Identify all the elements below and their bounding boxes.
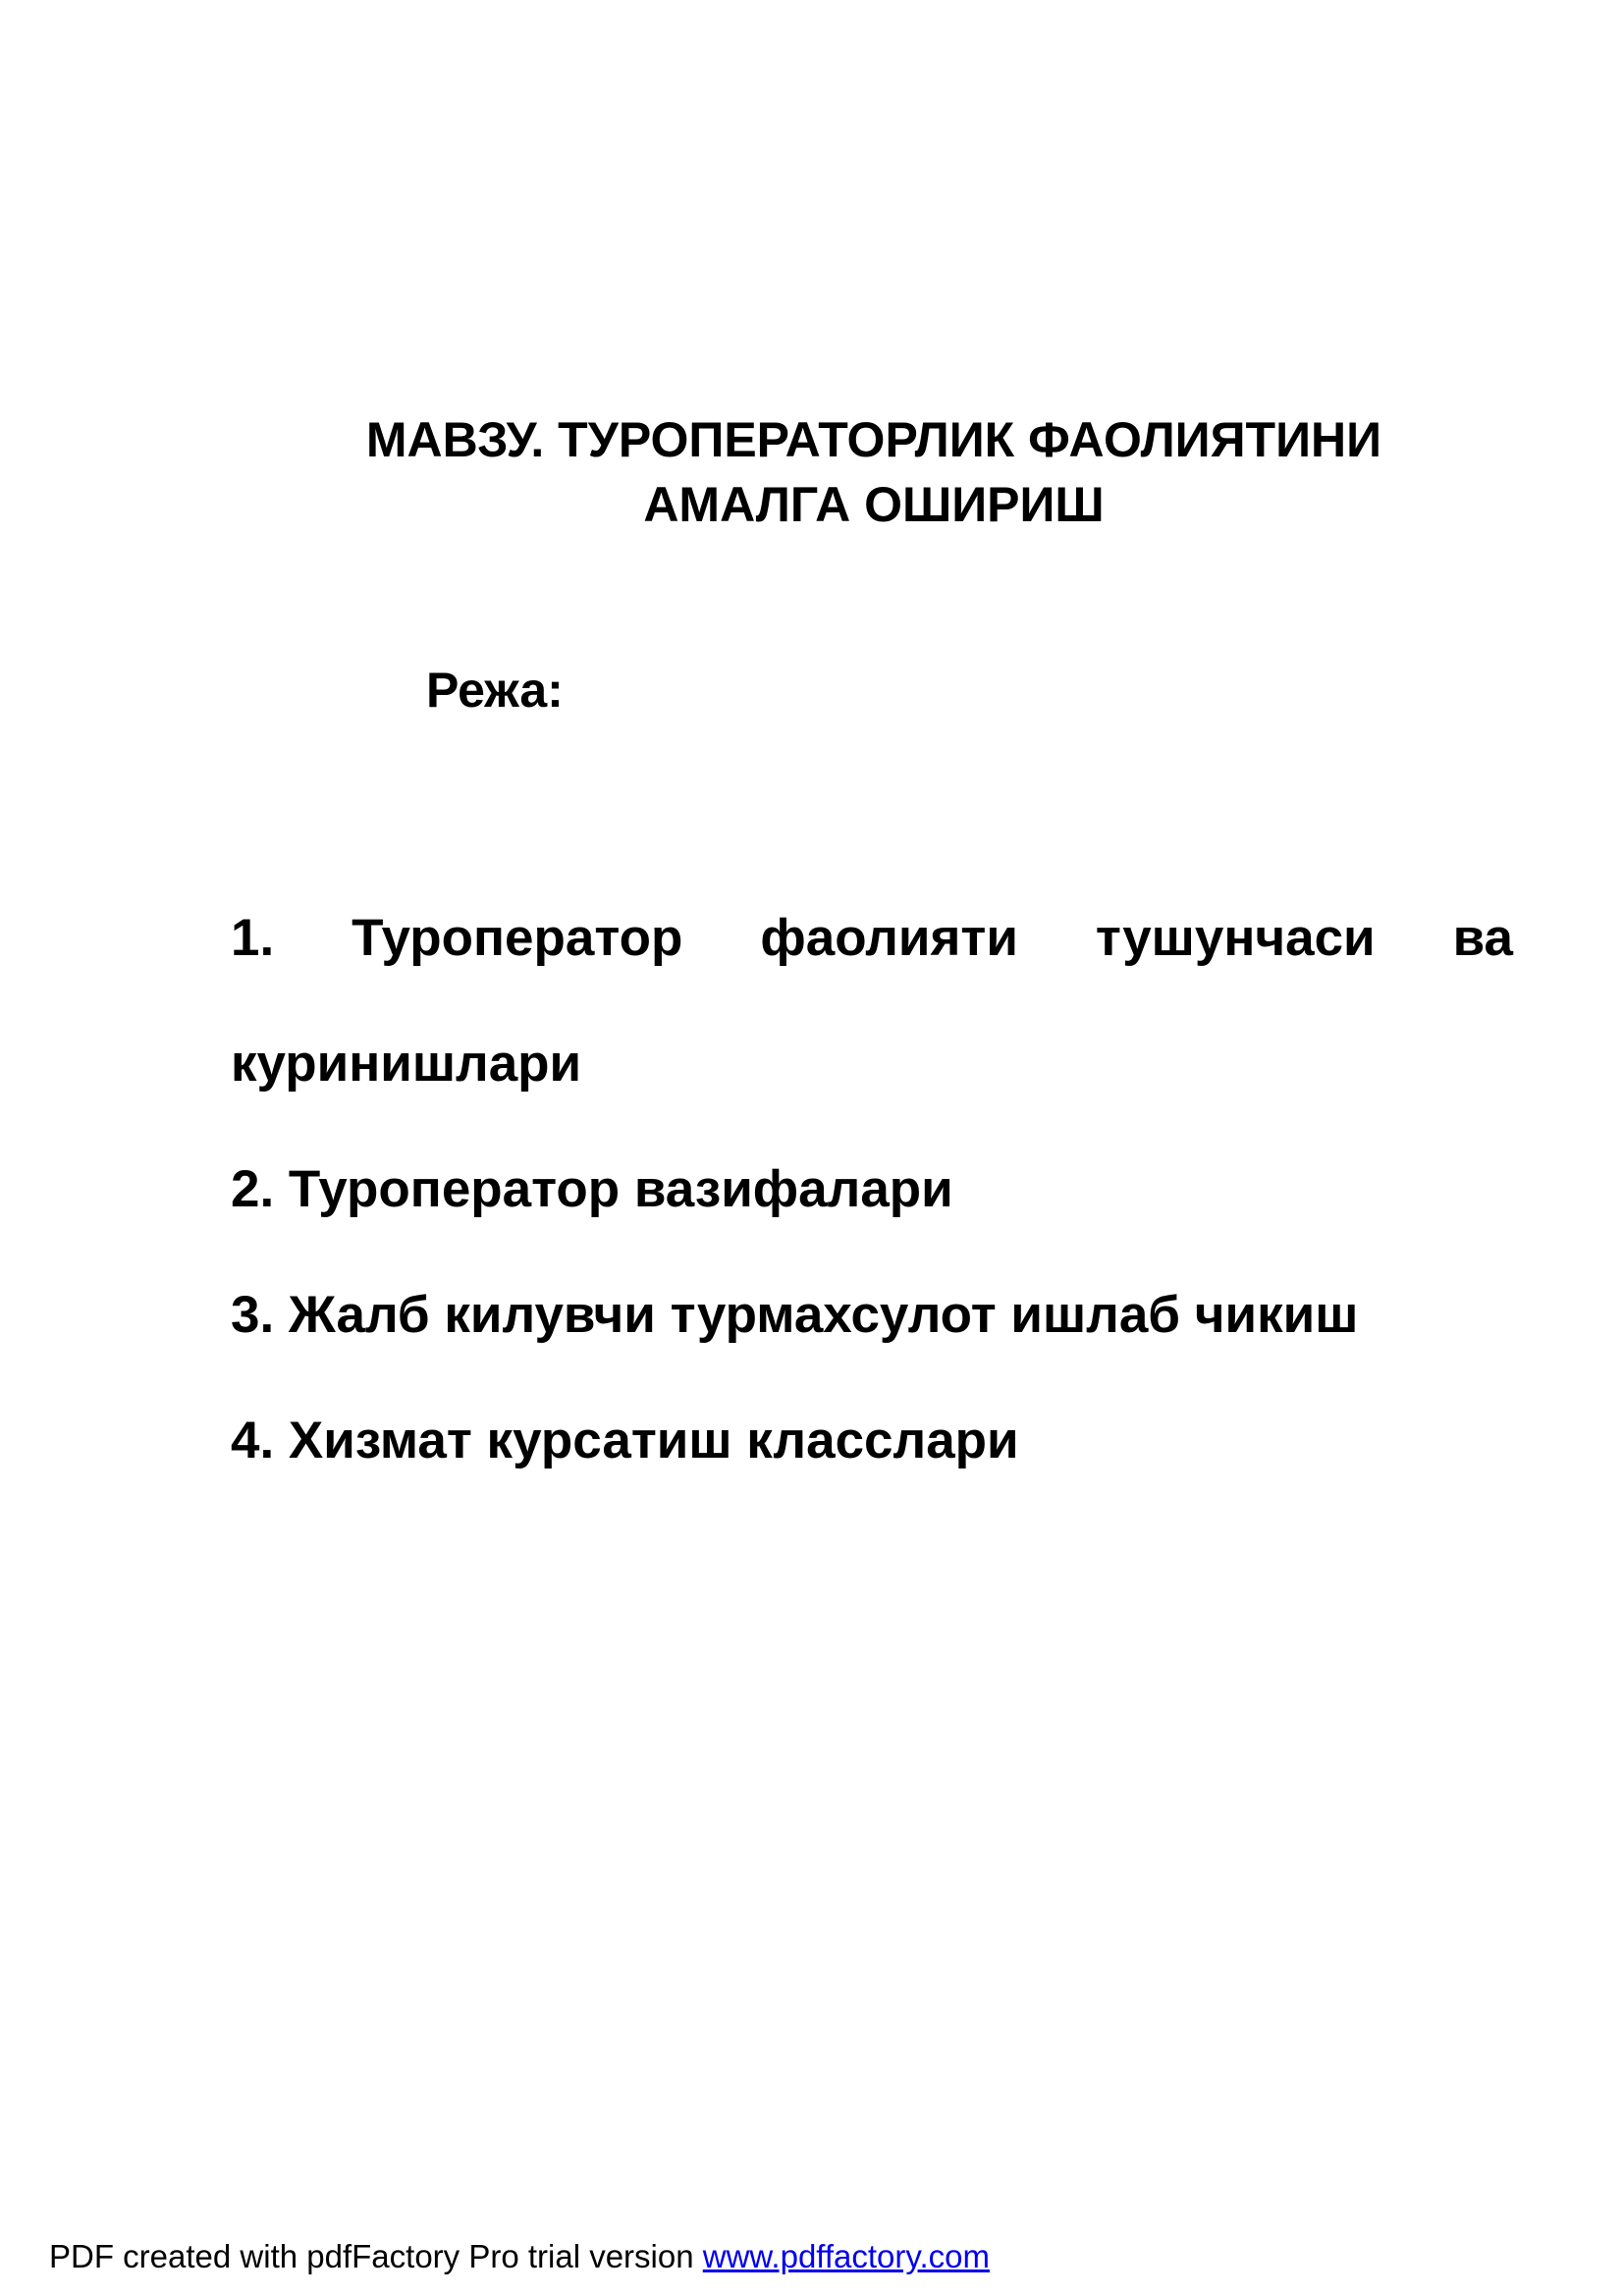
plan-item-1-word-3: тушунчаси — [1095, 909, 1376, 967]
page-title-line-1: МАВЗУ. ТУРОПЕРАТОРЛИК ФАОЛИЯТИНИ — [365, 412, 1382, 467]
footer-text: PDF created with pdfFactory Pro trial version — [49, 2238, 703, 2274]
plan-item-1-continuation: куринишлари — [231, 1035, 582, 1093]
plan-item-1-word-2: фаолияти — [760, 909, 1018, 967]
plan-heading: Режа: — [426, 663, 564, 718]
plan-item-2: 2. Туроператор вазифалари — [231, 1160, 953, 1218]
plan-item-1-word-4: ва — [1452, 909, 1513, 967]
plan-item-4: 4. Хизмат курсатиш класслари — [231, 1412, 1019, 1469]
pdffactory-link[interactable]: www.pdffactory.com — [702, 2238, 990, 2274]
plan-item-1-number: 1. — [231, 909, 275, 967]
page-title — [236, 407, 1512, 537]
plan-item-3: 3. Жалб килувчи турмахсулот ишлаб чикиш — [231, 1286, 1359, 1344]
plan-item-1-word-1: Туроператор — [352, 909, 683, 967]
plan-item-1 — [231, 908, 1513, 968]
page-title-line-2: АМАЛГА ОШИРИШ — [643, 477, 1105, 532]
pdf-watermark-footer — [49, 2237, 990, 2276]
